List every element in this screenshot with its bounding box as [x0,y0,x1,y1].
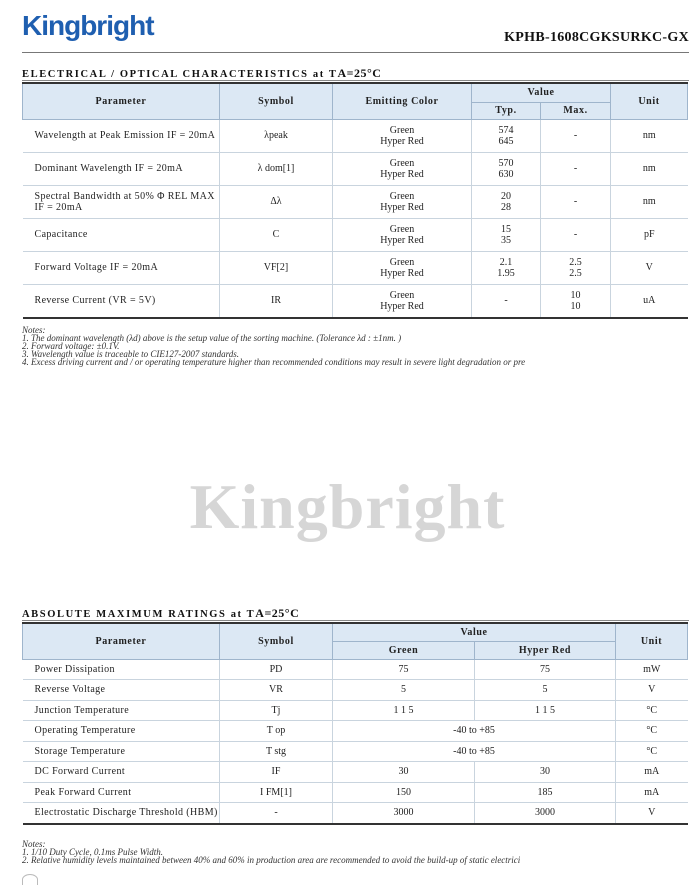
green-value-cell: 150 [333,782,475,803]
header-symbol: Symbol [220,623,333,659]
parameter-cell: DC Forward Current [23,762,220,783]
electrical-section-title [22,66,381,81]
unit-cell: mW [616,659,688,680]
table-row [23,741,688,762]
emitting-color-line-2: Hyper Red [380,168,424,180]
hyper-red-value-cell: 30 [475,762,616,783]
max-value-cell [541,185,611,218]
electrical-notes [22,326,525,366]
emitting-color-cell [333,284,472,318]
header-divider [22,52,689,53]
header-green: Green [333,641,475,659]
emitting-color-line-1: Green [389,190,415,202]
unit-cell: °C [616,700,688,721]
note-line: 2. Forward voltage: ±0.1V. [22,341,120,351]
unit-cell: V [616,680,688,701]
parameter-cell: Capacitance [23,218,220,251]
symbol-cell: C [220,218,333,251]
symbol-cell: T op [220,721,333,742]
emitting-color-line-1: Green [389,124,415,136]
table-row [23,218,688,251]
typ-value-cell [472,251,541,284]
symbol-cell: λpeak [220,119,333,152]
emitting-color-line-1: Green [389,223,415,235]
green-value-cell: 30 [333,762,475,783]
value-merged-cell: -40 to +85 [333,721,616,742]
note-line: 2. Relative humidity levels maintained between 40% and 60% in production area are recommended to avoid the build-up of static electrici [22,855,521,865]
unit-cell: mA [616,762,688,783]
header-value: Value [333,623,616,641]
parameter-cell: Spectral Bandwidth at 50% Φ REL MAX IF = 20mA [23,185,220,218]
header-parameter: Parameter [23,83,220,119]
note-line: 3. Wavelength value is traceable to CIE127-2007 standards. [22,349,240,359]
typ-value-line-2: 35 [501,234,511,246]
typ-value-line-1: 570 [498,157,514,169]
hyper-red-value-cell: 3000 [475,803,616,824]
typ-value-line-2: 1.95 [497,267,515,279]
symbol-cell: VR [220,680,333,701]
note-line: Notes: [22,839,46,849]
table-row [23,119,688,152]
typ-value-line-2: 645 [498,135,514,147]
symbol-cell: IR [220,284,333,318]
emitting-color-line-2: Hyper Red [380,300,424,312]
typ-value-line-1: 20 [501,190,511,202]
emitting-color-line-1: Green [389,157,415,169]
max-value-cell [541,152,611,185]
parameter-cell: Reverse Voltage [23,680,220,701]
table-row [23,152,688,185]
typ-value-line-2: 630 [498,168,514,180]
symbol-cell: I FM[1] [220,782,333,803]
symbol-cell: Tj [220,700,333,721]
parameter-cell: Power Dissipation [23,659,220,680]
kingbright-watermark: Kingbright [189,471,506,542]
table-row [23,762,688,783]
table-row [23,803,688,824]
table-row [23,185,688,218]
header-symbol: Symbol [220,83,333,119]
typ-value-line-1: 2.1 [499,256,513,268]
hyper-red-value-cell: 1 1 5 [475,700,616,721]
table-row [23,659,688,680]
note-line: 1. The dominant wavelength (λd) above is the setup value of the sorting machine. (Tolerance λd : ±1nm. ) [22,333,402,343]
emitting-color-line-1: Green [389,289,415,301]
unit-cell: °C [616,741,688,762]
header-parameter: Parameter [23,623,220,659]
typ-value-cell [472,218,541,251]
emitting-color-cell [333,185,472,218]
max-value-line-1: - [573,196,578,207]
symbol-cell: T stg [220,741,333,762]
symbol-cell: Δλ [220,185,333,218]
emitting-color-line-2: Hyper Red [380,267,424,279]
unit-cell: pF [611,218,688,251]
note-line: 4. Excess driving current and / or operating temperature higher than recommended conditions may result in severe light degradation or pre [22,357,526,367]
header-value: Value [472,83,611,102]
electrical-title-text: ELECTRICAL / OPTICAL CHARACTERISTICS at T [22,69,338,80]
emitting-color-line-1: Green [389,256,415,268]
typ-value-cell [472,152,541,185]
parameter-cell: Storage Temperature [23,741,220,762]
emitting-color-cell [333,119,472,152]
green-value-cell: 1 1 5 [333,700,475,721]
unit-cell: nm [611,152,688,185]
symbol-cell: PD [220,659,333,680]
absolute-maximum-ratings-table [22,622,688,825]
electrical-characteristics-table [22,82,688,319]
parameter-cell: Reverse Current (VR = 5V) [23,284,220,318]
table-row [23,680,688,701]
footer-icon [22,874,38,885]
symbol-cell: λ dom[1] [220,152,333,185]
green-value-cell: 3000 [333,803,475,824]
unit-cell: mA [616,782,688,803]
typ-value-cell [472,284,541,318]
unit-cell: nm [611,119,688,152]
max-value-line-1: - [573,229,578,240]
table-row [23,782,688,803]
parameter-cell: Dominant Wavelength IF = 20mA [23,152,220,185]
electrical-title-underline [22,80,689,81]
kingbright-logo: Kingbright [22,10,154,41]
header-unit: Unit [611,83,688,119]
emitting-color-line-2: Hyper Red [380,201,424,213]
absolute-notes [22,840,520,864]
header-emitting-color: Emitting Color [333,83,472,119]
absolute-title-underline [22,620,689,621]
max-value-cell [541,119,611,152]
max-value-cell [541,251,611,284]
header-hyper-red: Hyper Red [475,641,616,659]
max-value-cell [541,218,611,251]
emitting-color-cell [333,152,472,185]
typ-value-line-1: 15 [501,223,511,235]
note-line: 1. 1/10 Duty Cycle, 0.1ms Pulse Width. [22,847,163,857]
max-value-line-1: - [573,163,578,174]
emitting-color-cell [333,251,472,284]
green-value-cell: 5 [333,680,475,701]
parameter-cell: Junction Temperature [23,700,220,721]
hyper-red-value-cell: 185 [475,782,616,803]
unit-cell: V [611,251,688,284]
emitting-color-cell [333,218,472,251]
typ-value-cell [472,119,541,152]
table-row [23,284,688,318]
table-row [23,700,688,721]
header-typ: Typ. [472,102,541,119]
absolute-title-condition: A=25°C [255,606,300,620]
parameter-cell: Wavelength at Peak Emission IF = 20mA [23,119,220,152]
electrical-title-condition: A=25°C [337,66,382,80]
header-max: Max. [541,102,611,119]
note-line: Notes: [22,325,46,335]
emitting-color-line-2: Hyper Red [380,135,424,147]
max-value-line-1: - [573,130,578,141]
unit-cell: nm [611,185,688,218]
symbol-cell: VF[2] [220,251,333,284]
symbol-cell: - [220,803,333,824]
emitting-color-line-2: Hyper Red [380,234,424,246]
green-value-cell: 75 [333,659,475,680]
parameter-cell: Electrostatic Discharge Threshold (HBM) [23,803,220,824]
max-value-line-2: 10 [570,300,581,312]
symbol-cell: IF [220,762,333,783]
absolute-section-title [22,606,299,621]
max-value-cell [541,284,611,318]
max-value-line-1: 10 [570,289,581,301]
part-number: KPHB-1608CGKSURKC-GX [504,30,689,45]
parameter-cell: Forward Voltage IF = 20mA [23,251,220,284]
parameter-cell: Operating Temperature [23,721,220,742]
unit-cell: V [616,803,688,824]
typ-value-line-1: 574 [498,124,514,136]
unit-cell: °C [616,721,688,742]
typ-value-line-2: 28 [501,201,511,213]
hyper-red-value-cell: 75 [475,659,616,680]
absolute-title-text: ABSOLUTE MAXIMUM RATINGS at T [22,609,256,620]
table-row [23,721,688,742]
value-merged-cell: -40 to +85 [333,741,616,762]
typ-value-cell [472,185,541,218]
hyper-red-value-cell: 5 [475,680,616,701]
parameter-cell: Peak Forward Current [23,782,220,803]
max-value-line-1: 2.5 [569,256,582,268]
typ-value-line-1: - [504,295,508,306]
header-unit: Unit [616,623,688,659]
table-row [23,251,688,284]
unit-cell: uA [611,284,688,318]
max-value-line-2: 2.5 [569,267,582,279]
